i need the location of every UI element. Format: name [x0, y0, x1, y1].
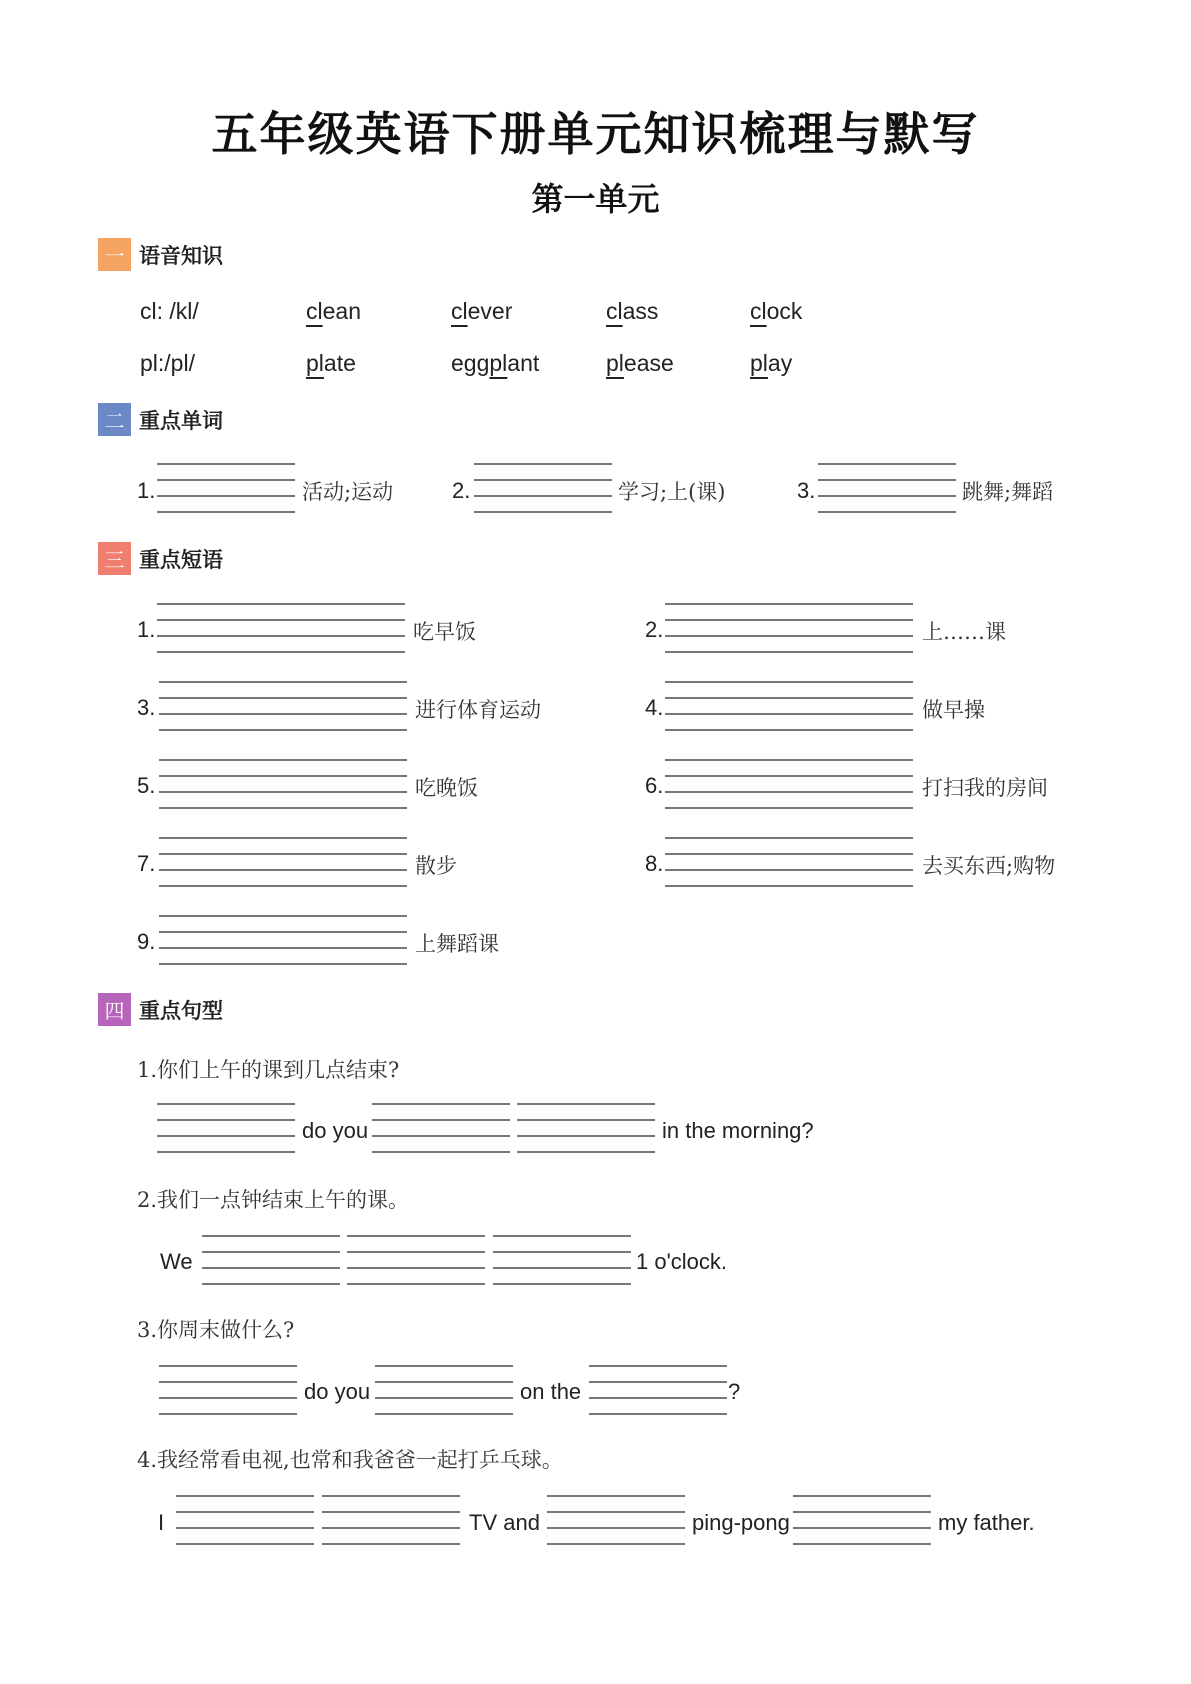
four-line-blank[interactable]: [375, 1362, 513, 1417]
four-line-blank[interactable]: [322, 1492, 460, 1547]
sentence-text: I: [158, 1510, 165, 1535]
section-badge: 三: [98, 542, 131, 575]
four-line-blank[interactable]: [159, 1362, 297, 1417]
section-badge: 二: [98, 403, 131, 436]
section-badge: 四: [98, 993, 131, 1026]
four-line-blank[interactable]: [159, 912, 407, 967]
sentence-text: TV and: [469, 1510, 540, 1535]
item-number: 6.: [645, 773, 664, 798]
sentence-prompt: 3.你周末做什么?: [137, 1318, 295, 1342]
four-line-blank[interactable]: [176, 1492, 314, 1547]
four-line-blank[interactable]: [665, 600, 913, 655]
item-number: 9.: [137, 929, 156, 954]
section-title: 重点句型: [139, 998, 223, 1023]
phonics-label: cl: /kl/: [140, 298, 199, 324]
four-line-blank[interactable]: [157, 1100, 295, 1155]
phonics-word: clock: [750, 298, 803, 324]
phrase-meaning: 吃晚饭: [415, 776, 478, 800]
four-line-blank[interactable]: [474, 460, 612, 515]
sentence-text: do you: [304, 1379, 371, 1404]
item-number: 8.: [645, 851, 664, 876]
item-number: 2.: [452, 478, 471, 503]
four-line-blank[interactable]: [159, 678, 407, 733]
four-line-blank[interactable]: [159, 834, 407, 889]
four-line-blank[interactable]: [665, 678, 913, 733]
item-number: 3.: [137, 695, 156, 720]
four-line-blank[interactable]: [517, 1100, 655, 1155]
phonics-word: plate: [306, 350, 356, 376]
item-number: 2.: [645, 617, 664, 642]
phrase-meaning: 进行体育运动: [415, 698, 541, 722]
four-line-blank[interactable]: [157, 460, 295, 515]
four-line-blank[interactable]: [493, 1232, 631, 1287]
sentence-prompt: 2.我们一点钟结束上午的课。: [137, 1188, 410, 1212]
phrase-meaning: 打扫我的房间: [922, 776, 1048, 800]
sentence-text: on the: [520, 1379, 582, 1404]
sentence-text: We: [160, 1249, 193, 1274]
item-number: 3.: [797, 478, 816, 503]
phonics-word: class: [606, 298, 659, 324]
phonics-word: play: [750, 350, 793, 376]
four-line-blank[interactable]: [665, 834, 913, 889]
section-header-sentences: [98, 993, 223, 1026]
sentence-prompt: 4.我经常看电视,也常和我爸爸一起打乒乓球。: [137, 1448, 563, 1472]
item-number: 7.: [137, 851, 156, 876]
sentence-text: 1 o'clock.: [636, 1249, 728, 1274]
section-title: 语音知识: [139, 243, 223, 268]
phonics-label: pl:/pl/: [140, 350, 195, 376]
four-line-blank[interactable]: [793, 1492, 931, 1547]
four-line-blank[interactable]: [547, 1492, 685, 1547]
word-meaning: 跳舞;舞蹈: [962, 480, 1054, 504]
section-title: 重点短语: [139, 547, 223, 572]
sentence-prompt: 1.你们上午的课到几点结束?: [137, 1058, 400, 1082]
item-number: 4.: [645, 695, 664, 720]
item-number: 5.: [137, 773, 156, 798]
sentence-text: ping-pong: [692, 1510, 790, 1535]
section-title: 重点单词: [139, 408, 223, 433]
sentence-text: in the morning?: [662, 1118, 814, 1143]
four-line-blank[interactable]: [589, 1362, 727, 1417]
page-title: 五年级英语下册单元知识梳理与默写: [211, 107, 980, 161]
section-header-phonics: [98, 238, 223, 271]
section-badge: 一: [98, 238, 131, 271]
four-line-blank[interactable]: [159, 756, 407, 811]
phonics-word: clever: [451, 298, 513, 324]
phrase-meaning: 做早操: [922, 698, 985, 722]
section-header-words: [98, 403, 223, 436]
four-line-blank[interactable]: [157, 600, 405, 655]
sentence-text: my father.: [938, 1510, 1035, 1535]
phrase-meaning: 散步: [415, 854, 457, 878]
phrase-meaning: 上……课: [922, 620, 1006, 644]
four-line-blank[interactable]: [818, 460, 956, 515]
phonics-word: clean: [306, 298, 361, 324]
sentence-text: do you: [302, 1118, 369, 1143]
item-number: 1.: [137, 617, 156, 642]
phonics-word: eggplant: [451, 350, 540, 376]
section-header-phrases: [98, 542, 223, 575]
four-line-blank[interactable]: [665, 756, 913, 811]
phrase-meaning: 上舞蹈课: [415, 932, 499, 956]
word-meaning: 学习;上(课): [618, 480, 726, 504]
unit-subtitle: 第一单元: [531, 180, 660, 218]
four-line-blank[interactable]: [372, 1100, 510, 1155]
four-line-blank[interactable]: [202, 1232, 340, 1287]
phrase-meaning: 去买东西;购物: [922, 854, 1056, 878]
phrase-meaning: 吃早饭: [413, 620, 476, 644]
phonics-word: please: [606, 350, 674, 376]
word-meaning: 活动;运动: [302, 480, 394, 504]
sentence-text: ?: [728, 1379, 741, 1404]
item-number: 1.: [137, 478, 156, 503]
four-line-blank[interactable]: [347, 1232, 485, 1287]
